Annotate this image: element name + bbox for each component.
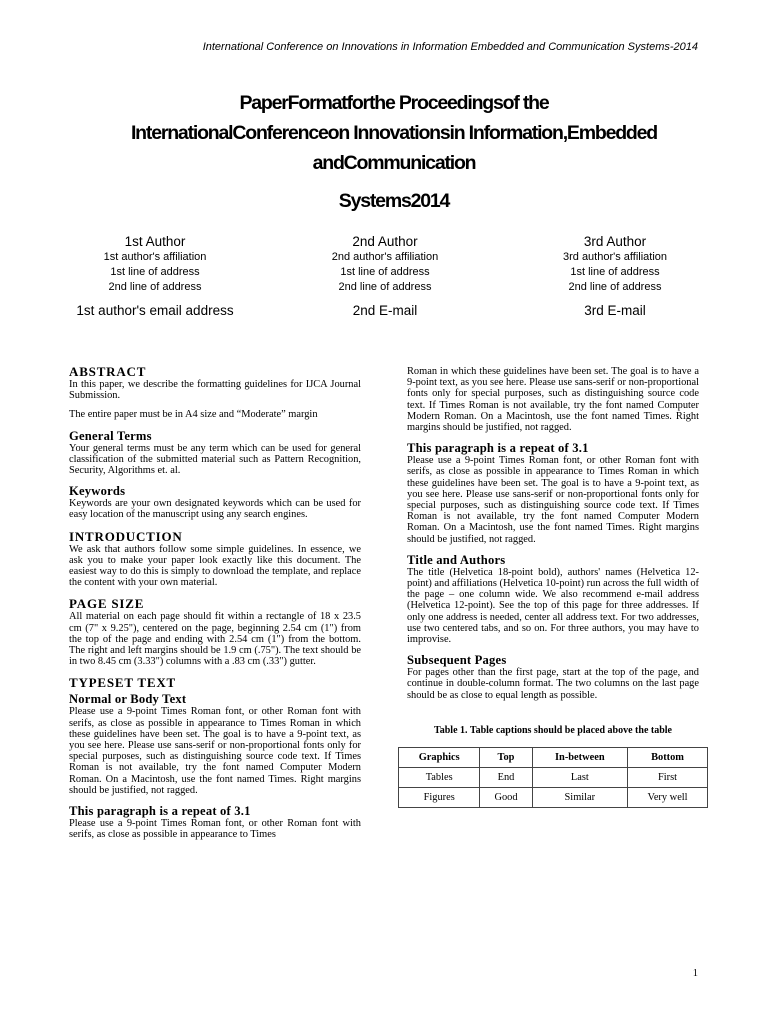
running-head: International Conference on Innovations in Information Embedded and Communication Systems-2014	[202, 41, 698, 53]
subsection-heading-normal-text: Normal or Body Text	[69, 692, 187, 707]
author-email: 2nd E-mail	[352, 303, 418, 318]
section-heading-typeset-text: TYPESET TEXT	[69, 675, 177, 691]
author-affiliation: 2nd author's affiliation	[331, 251, 439, 263]
table-header-cell: In-between	[532, 747, 627, 767]
table-row	[399, 787, 708, 807]
section-heading-introduction: INTRODUCTION	[69, 528, 183, 544]
repeat-paragraph: Please use a 9-point Times Roman font, or other Roman font with serifs, as close as possible in appearance to Times	[69, 818, 361, 841]
subsection-heading-subsequent-pages: Subsequent Pages	[407, 653, 507, 668]
author-address-line: 2nd line of address	[568, 281, 662, 293]
author-name: 1st Author	[124, 234, 186, 249]
left-column	[69, 364, 361, 840]
title-line: andCommunication	[312, 152, 476, 174]
subsequent-pages-paragraph: For pages other than the first page, start at the top of the page, and continue in double-column format. The two columns on the last page should be as close to equal length as possible.	[407, 667, 699, 701]
author-address-line: 1st line of address	[110, 266, 200, 278]
keywords-paragraph: Keywords are your own designated keywords which can be used for easy location of the manuscript using any search engines.	[69, 498, 361, 521]
page-size-paragraph: All material on each page should fit within a rectangle of 18 x 23.5 cm (7" x 9.25"), centered on the page, beginning 2.54 cm (1") from the top of the page and ending with 2.54 cm (1") from the bottom. The right and left margins should be 1.9 cm (.75"). The text should be in two 8.45 cm (3.33") columns with a .83 cm (.33") gutter.	[69, 611, 361, 668]
author-affiliation: 3rd author's affiliation	[562, 251, 668, 263]
author-email: 1st author's email address	[76, 303, 234, 318]
author-address-line: 1st line of address	[570, 266, 660, 278]
table-cell: First	[628, 767, 708, 787]
table-cell: Very well	[628, 787, 708, 807]
subsection-heading-title-authors: Title and Authors	[407, 552, 506, 567]
author-name: 3rd Author	[583, 234, 647, 249]
abstract-paragraph: In this paper, we describe the formatting guidelines for IJCA Journal Submission.	[69, 379, 361, 402]
table-cell: Good	[480, 787, 532, 807]
author-name: 2nd Author	[352, 234, 418, 249]
author-address-line: 2nd line of address	[338, 281, 432, 293]
normal-text-paragraph: Please use a 9-point Times Roman font, or other Roman font with serifs, as close as possible in appearance to Times Roman in which these guidelines have been set. The goal is to have a 9-point text, as you see here. Please use sans-serif or non-proportional fonts only for special purposes, such as distinguishing source code text. If Times Roman is not available, try the font named Computer Modern Roman. On a Macintosh, use the font named Times. Right margins should be justified, not ragged.	[69, 706, 361, 796]
author-address-line: 2nd line of address	[108, 281, 202, 293]
page-number: 1	[692, 968, 698, 979]
continued-paragraph: Roman in which these guidelines have been set. The goal is to have a 9-point text, as you see here. Please use sans-serif or non-proportional fonts only for special purposes, such as distinguishing source code text. If Times Roman is not available, try the font named Computer Modern Roman. On a Macintosh, use the font named Times. Right margins should be justified, not ragged.	[407, 366, 699, 434]
title-authors-paragraph: The title (Helvetica 18-point bold), authors' names (Helvetica 12-point) and affiliations (Helvetica 10-point) run across the full width of the page – one column wide. We also recommend e-mail address (Helvetica 12-point). See the top of this page for three addresses. If only one address is needed, center all address text. For two addresses, use two centered tabs, and so on. For three authors, you may have to improvise.	[407, 566, 699, 646]
author-2	[270, 233, 500, 319]
table-caption: Table 1. Table captions should be placed above the table	[433, 724, 672, 736]
table-cell: End	[480, 767, 532, 787]
author-email: 3rd E-mail	[584, 303, 646, 318]
table-header-cell: Graphics	[399, 747, 480, 767]
table-cell: Similar	[532, 787, 627, 807]
abstract-paragraph: The entire paper must be in A4 size and “Moderate” margin	[69, 409, 318, 421]
table-cell: Last	[532, 767, 627, 787]
section-heading-page-size: PAGE SIZE	[69, 596, 145, 612]
section-heading-general-terms: General Terms	[69, 428, 152, 443]
subsection-heading-repeat: This paragraph is a repeat of 3.1	[407, 441, 589, 456]
example-table	[398, 747, 708, 808]
author-1	[40, 233, 270, 319]
title-line: InternationalConferenceon Innovationsin Information,Embedded	[130, 122, 658, 144]
paper-title	[40, 88, 748, 216]
table-header-cell: Bottom	[628, 747, 708, 767]
author-address-line: 1st line of address	[340, 266, 430, 278]
author-affiliation: 1st author's affiliation	[103, 251, 207, 263]
author-3	[500, 233, 730, 319]
introduction-paragraph: We ask that authors follow some simple guidelines. In essence, we ask you to make your paper look exactly like this document. The easiest way to do this is simply to download the template, and replace the content with your own material.	[69, 543, 361, 589]
table-header-row	[399, 747, 708, 767]
table-cell: Tables	[399, 767, 480, 787]
repeat-paragraph: Please use a 9-point Times Roman font, or other Roman font with serifs, as close as possible in appearance to Times Roman in which these guidelines have been set. The goal is to have a 9-point text, as you see here. Please use sans-serif or non-proportional fonts only for special purposes, such as distinguishing source code text. If Times Roman is not available, try the font named Computer Modern Roman. On a Macintosh, use the font named Times. Right margins should be justified, not ragged.	[407, 455, 699, 545]
title-line: Systems2014	[338, 190, 450, 212]
author-block	[40, 233, 730, 319]
section-heading-keywords: Keywords	[69, 484, 126, 499]
section-heading-abstract: ABSTRACT	[69, 364, 147, 379]
title-line: PaperFormatforthe Proceedingsof the	[239, 92, 549, 114]
subsection-heading-repeat: This paragraph is a repeat of 3.1	[69, 804, 251, 819]
general-terms-paragraph: Your general terms must be any term which can be used for general classification of the submitted material such as Pattern Recognition, Security, Algorithms et. al.	[69, 442, 361, 477]
table-row	[399, 767, 708, 787]
right-column	[407, 366, 699, 808]
table-header-cell: Top	[480, 747, 532, 767]
table-cell: Figures	[399, 787, 480, 807]
